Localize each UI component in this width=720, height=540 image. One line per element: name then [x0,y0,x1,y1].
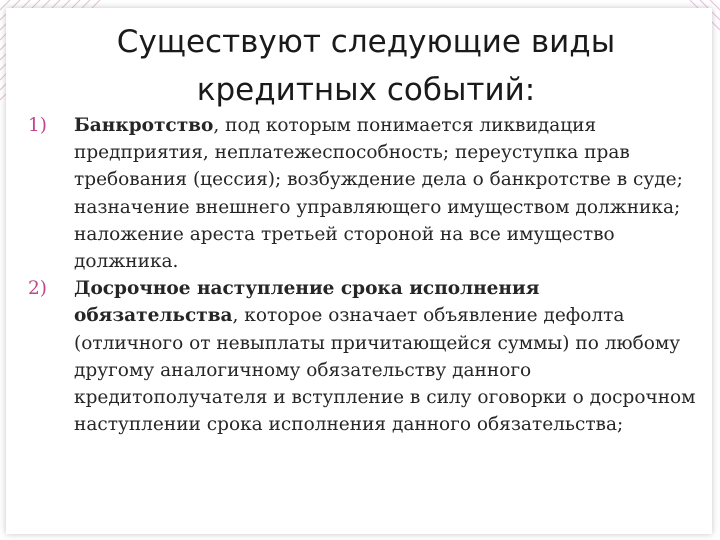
content-panel [6,8,712,534]
list-item [28,112,696,275]
list-item [28,275,696,438]
item-term: Банкротство [74,115,214,136]
item-description: , которое означает объявление дефолта (отличного от невыплаты причитающейся суммы) по любому другому аналогичному обязательству данного кредитополучателя и вступление в силу оговорки о досрочном наступлении срока исполнения данного обязательства; [74,305,696,436]
slide-title [46,18,686,114]
event-list [28,112,696,438]
item-description: , под которым понимается ликвидация предприятия, неплатежеспособность; переуступка прав требования (цессия); возбуждение дела о банкротстве в суде; назначение внешнего управляющего имуществом должника; наложение ареста третьей стороной на все имущество должника. [74,115,683,273]
item-term: Досрочное наступление срока исполнения обязательства [74,278,540,327]
title-line-2: кредитных событий: [196,72,536,108]
item-number: 1) [28,115,47,136]
title-line-1: Существуют следующие виды [116,24,616,60]
item-number: 2) [28,278,47,300]
